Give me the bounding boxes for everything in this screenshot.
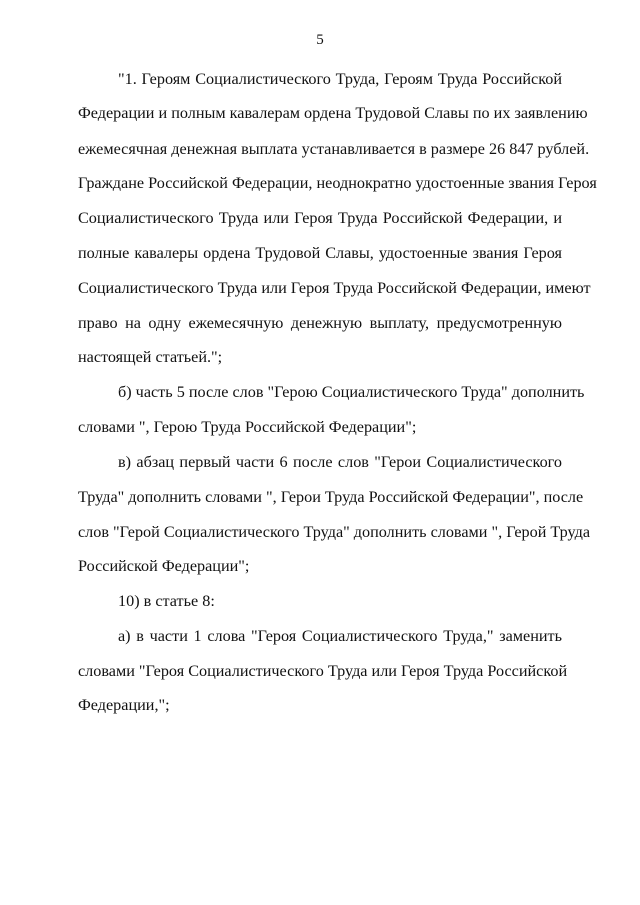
page-number: 5 — [316, 32, 324, 48]
text-line: ежемесячная денежная выплата устанавливается в размере 26 847 рублей. — [78, 140, 590, 158]
text-line: право на одну ежемесячную денежную выплату, предусмотренную — [78, 314, 562, 332]
text-line: словами "Героя Социалистического Труда или Героя Труда Российской — [78, 662, 568, 680]
text-line: словами ", Герою Труда Российской Федерации"; — [78, 418, 417, 436]
text-line: Российской Федерации"; — [78, 557, 250, 575]
text-line: слов "Герой Социалистического Труда" дополнить словами ", Герой Труда — [78, 523, 591, 541]
text-line: Граждане Российской Федерации, неоднократно удостоенные звания Героя — [78, 174, 597, 192]
text-line: Федерации и полным кавалерам ордена Трудовой Славы по их заявлению — [78, 104, 588, 122]
text-line: а) в части 1 слова "Героя Социалистического Труда," заменить — [118, 627, 562, 645]
text-line: Социалистического Труда или Героя Труда Российской Федерации, и — [78, 209, 562, 227]
text-line: Федерации,"; — [78, 696, 170, 714]
text-line: настоящей статьей."; — [78, 348, 223, 366]
text-line: Труда" дополнить словами ", Герои Труда Российской Федерации", после — [78, 488, 584, 506]
text-line: 10) в статье 8: — [118, 592, 215, 610]
text-line: полные кавалеры ордена Трудовой Славы, удостоенные звания Героя — [78, 244, 562, 262]
text-line: "1. Героям Социалистического Труда, Героям Труда Российской — [118, 70, 562, 88]
text-line: б) часть 5 после слов "Герою Социалистического Труда" дополнить — [118, 383, 585, 401]
text-line: в) абзац первый части 6 после слов "Герои Социалистического — [118, 453, 562, 471]
text-line: Социалистического Труда или Героя Труда Российской Федерации, имеют — [78, 279, 591, 297]
